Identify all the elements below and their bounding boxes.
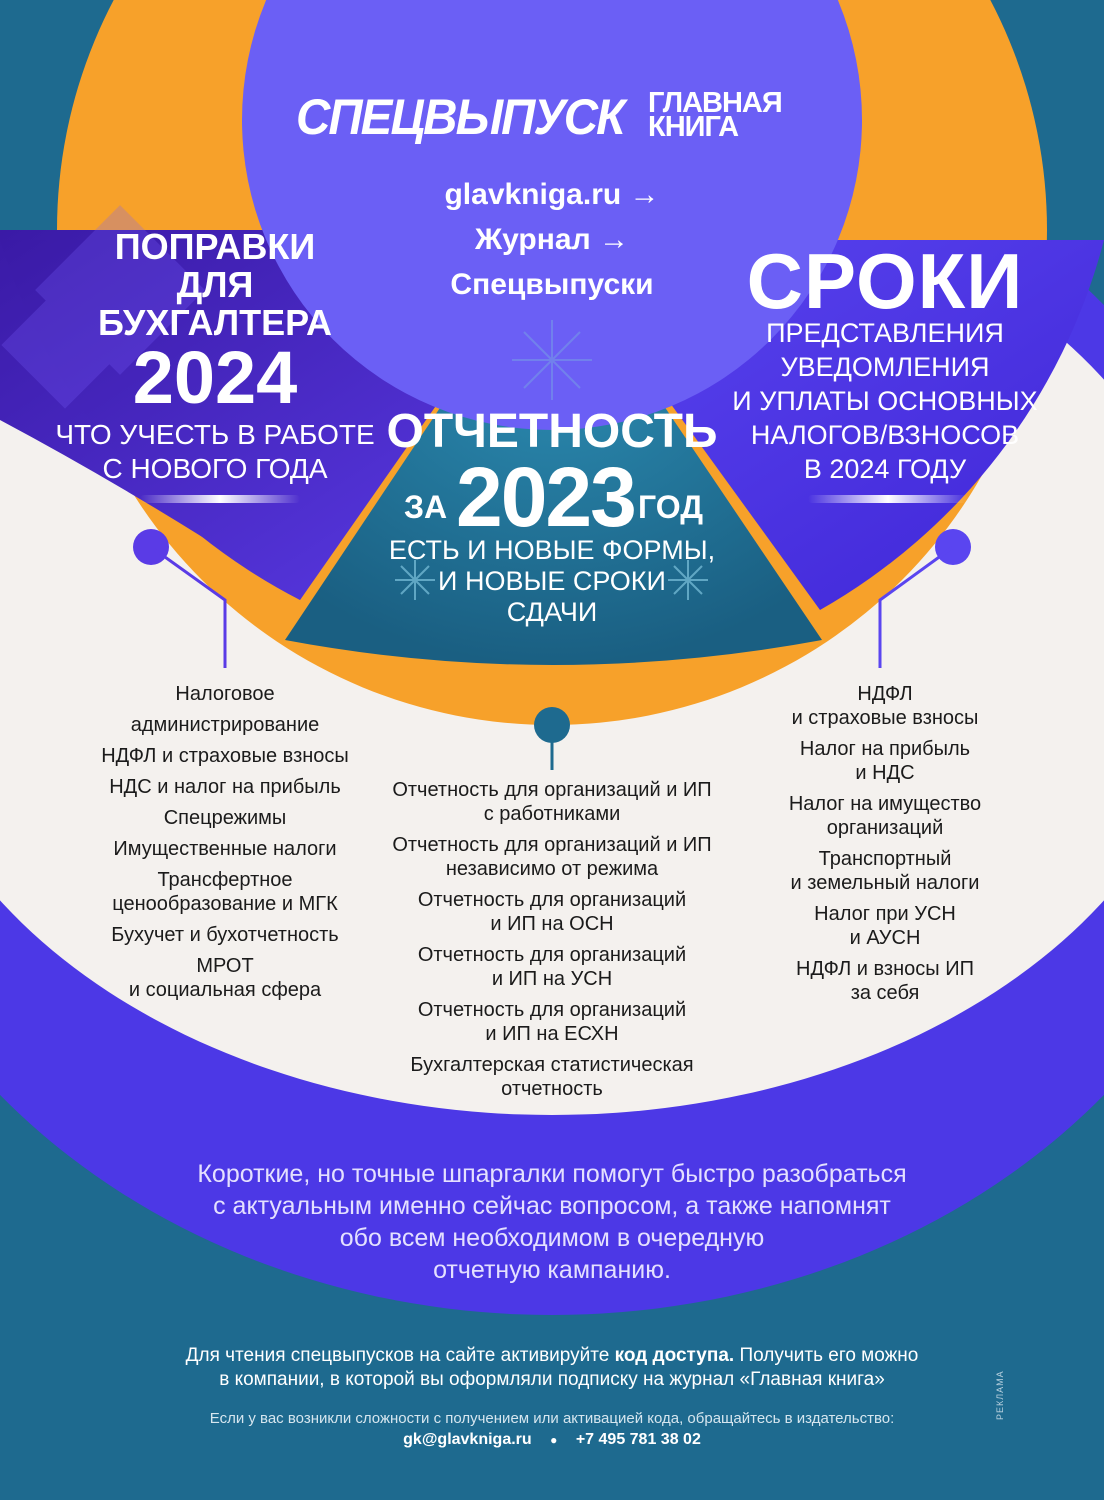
email-link[interactable]: gk@glavkniga.ru (403, 1431, 532, 1448)
item-line: и ИП на ОСН (490, 913, 614, 935)
summary-line-2: с актуальным именно сейчас вопросом, а также напомнят (213, 1192, 891, 1220)
logo (296, 88, 816, 148)
summary-text (100, 1158, 1004, 1286)
nav-link-journal[interactable]: Журнал → (475, 223, 629, 256)
left-divider (140, 495, 300, 503)
center-sub-2: И НОВЫЕ СРОКИ (438, 566, 666, 596)
item-line: и НДС (855, 762, 915, 784)
center-za: ЗА (404, 489, 448, 525)
left-sub-2: С НОВОГО ГОДА (102, 453, 328, 484)
center-subtitle (352, 535, 752, 628)
logo-line1: ГЛАВНАЯ (648, 87, 782, 119)
right-divider (808, 495, 968, 503)
right-list-item[interactable] (730, 737, 1040, 785)
center-title: ОТЧЕТНОСТЬ (386, 405, 718, 458)
item-line: независимо от режима (445, 858, 659, 880)
footer-contacts (300, 1431, 804, 1449)
center-list (372, 778, 732, 1108)
item-line: Налог на имущество (788, 793, 982, 815)
left-year: 2024 (132, 336, 298, 419)
right-list-item[interactable] (730, 682, 1040, 730)
item-line: и земельный налоги (790, 872, 980, 894)
right-list-item[interactable] (730, 847, 1040, 895)
right-list (730, 682, 1040, 1012)
center-year-row (400, 450, 710, 544)
nav-link-special[interactable]: Спецвыпуски (450, 268, 654, 301)
left-list-item[interactable] (70, 682, 380, 737)
access-code-label: код доступа. (614, 1345, 735, 1366)
left-heading (60, 226, 370, 419)
item-line: Бухгалтерская статистическая (410, 1054, 694, 1076)
right-sub-3: И УПЛАТЫ ОСНОВНЫХ (732, 386, 1038, 416)
center-list-item[interactable] (372, 778, 732, 826)
item-line: МРОТ (196, 955, 254, 977)
left-title-2: ДЛЯ (176, 264, 254, 305)
right-sub-1: ПРЕДСТАВЛЕНИЯ (766, 318, 1004, 348)
right-sub-4: НАЛОГОВ/ВЗНОСОВ (750, 420, 1020, 450)
item-line: и социальная сфера (128, 979, 322, 1001)
left-title-1: ПОПРАВКИ (114, 226, 316, 267)
item-line: Отчетность для организаций и ИП (392, 834, 712, 856)
item-line: с работниками (483, 803, 621, 825)
right-subtitle (720, 316, 1050, 486)
item-line: и ИП на ЕСХН (485, 1023, 619, 1045)
item-line: Трансфертное (157, 869, 293, 891)
right-list-item[interactable] (730, 957, 1040, 1005)
logo-line2: КНИГА (648, 111, 739, 143)
item-line: НДФЛ и взносы ИП (796, 958, 974, 980)
center-list-item[interactable] (372, 943, 732, 991)
item-line: и АУСН (849, 927, 921, 949)
center-list-item[interactable] (372, 888, 732, 936)
item-line: Отчетность для организаций (417, 999, 687, 1021)
left-list-item[interactable]: НДФЛ и страховые взносы (101, 745, 349, 767)
item-line: организаций (826, 817, 944, 839)
footer-access (60, 1344, 1044, 1392)
right-sub-2: УВЕДОМЛЕНИЯ (780, 352, 990, 382)
left-list (70, 682, 380, 1009)
item-line: отчетность (501, 1078, 603, 1100)
summary-line-1: Короткие, но точные шпаргалки помогут быстро разобраться (197, 1160, 907, 1188)
left-list-item[interactable]: Спецрежимы (163, 807, 287, 829)
footer-access-line-2: в компании, в которой вы оформляли подписку на журнал «Главная книга» (219, 1369, 885, 1390)
phone-link[interactable]: +7 495 781 38 02 (575, 1431, 701, 1448)
left-list-item[interactable] (70, 868, 380, 916)
nav-link-site[interactable]: glavkniga.ru → (444, 178, 660, 211)
center-sub-3: СДАЧИ (506, 597, 598, 627)
logo-main: СПЕЦВЫПУСК (296, 89, 624, 145)
ad-label: РЕКЛАМА (995, 1370, 1005, 1420)
item-line: Налог на прибыль (799, 738, 971, 760)
item-line: ценообразование и МГК (112, 893, 338, 915)
item-line: за себя (850, 982, 920, 1004)
footer-help: Если у вас возникли сложности с получением или активацией кода, обращайтесь в издательство: (209, 1410, 895, 1427)
left-list-item[interactable]: Имущественные налоги (113, 838, 337, 860)
item-line: Отчетность для организаций (417, 889, 687, 911)
summary-line-3: обо всем необходимом в очередную (339, 1224, 765, 1252)
item-line: Отчетность для организаций и ИП (392, 779, 712, 801)
center-god: ГОД (638, 489, 703, 525)
left-title-3: БУХГАЛТЕРА (97, 302, 333, 343)
item-line: Налог при УСН (814, 903, 956, 925)
center-year: 2023 (456, 450, 635, 544)
left-list-item[interactable]: Бухучет и бухотчетность (111, 924, 339, 946)
item-line: Отчетность для организаций (417, 944, 687, 966)
right-list-item[interactable] (730, 902, 1040, 950)
summary-line-4: отчетную кампанию. (433, 1256, 671, 1284)
left-sub-1: ЧТО УЧЕСТЬ В РАБОТЕ (55, 419, 375, 450)
access-text: Для чтения спецвыпусков на сайте активируйте (185, 1345, 615, 1366)
access-text-2: Получить его можно (734, 1345, 919, 1366)
item-line: Налоговое (175, 683, 275, 705)
left-list-item[interactable] (70, 954, 380, 1002)
center-list-item[interactable] (372, 1053, 732, 1101)
center-sub-1: ЕСТЬ И НОВЫЕ ФОРМЫ, (388, 535, 716, 565)
center-list-item[interactable] (372, 998, 732, 1046)
bullet-separator: ● (550, 1433, 558, 1447)
left-subtitle (40, 418, 390, 486)
item-line: НДФЛ (857, 683, 913, 705)
footer-access-line-1 (60, 1344, 1044, 1368)
item-line: администрирование (130, 714, 320, 736)
item-line: Транспортный (818, 848, 952, 870)
right-sub-5: В 2024 ГОДУ (803, 454, 967, 484)
nav-path[interactable] (352, 172, 752, 307)
right-title: СРОКИ (746, 237, 1024, 325)
item-line: и ИП на УСН (491, 968, 613, 990)
item-line: и страховые взносы (791, 707, 979, 729)
left-list-item[interactable]: НДС и налог на прибыль (109, 776, 341, 798)
center-list-item[interactable] (372, 833, 732, 881)
right-list-item[interactable] (730, 792, 1040, 840)
